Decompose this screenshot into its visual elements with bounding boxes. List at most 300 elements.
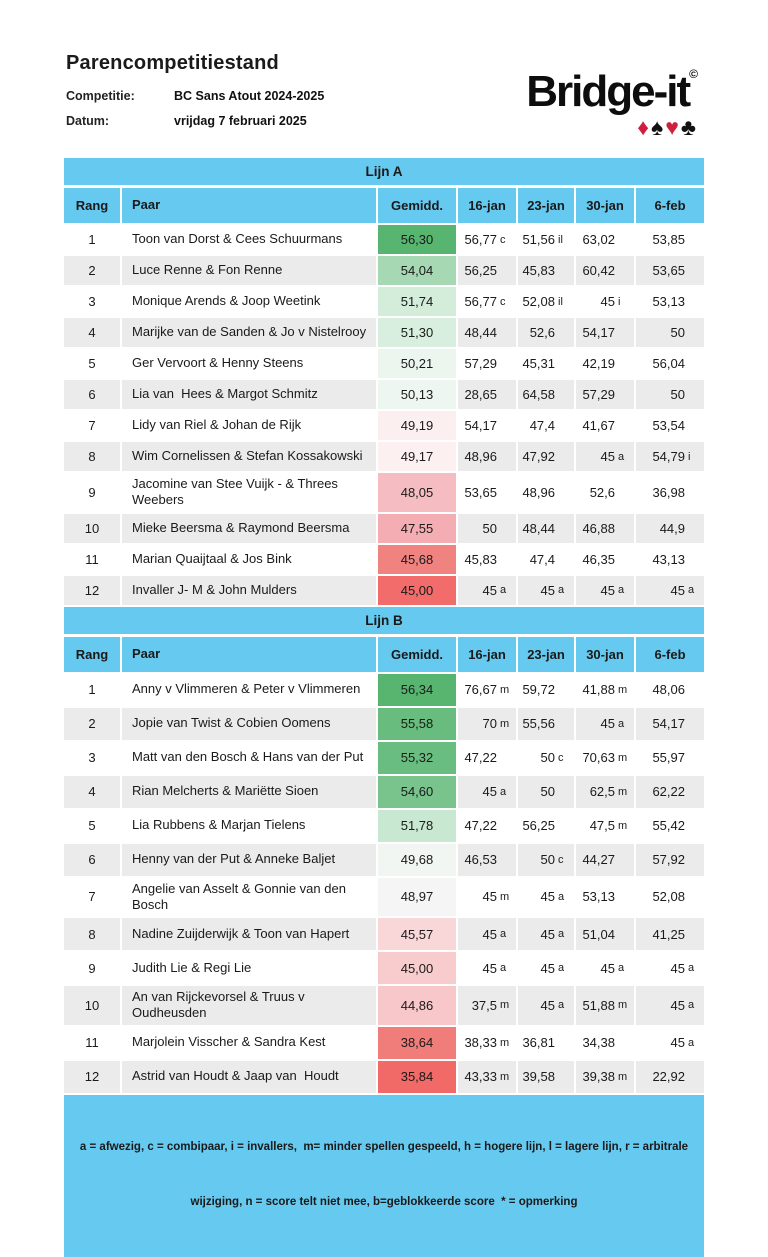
score-cell bbox=[518, 1061, 574, 1093]
score-value: 46,35 bbox=[582, 551, 615, 567]
score-value: 45 bbox=[670, 997, 685, 1013]
score-value: 48,96 bbox=[464, 449, 497, 464]
pair-cell: Marijke van de Sanden & Jo v Nistelrooy bbox=[122, 318, 376, 347]
pair-cell: Ger Vervoort & Henny Steens bbox=[122, 349, 376, 378]
score-value: 53,54 bbox=[652, 418, 685, 433]
score-cell bbox=[518, 844, 574, 876]
score-value: 45 bbox=[482, 889, 497, 905]
section-title: Lijn A bbox=[365, 164, 403, 179]
score-value: 36,98 bbox=[652, 484, 685, 500]
rank-cell: 11 bbox=[64, 1027, 120, 1059]
table-row bbox=[64, 318, 704, 347]
score-cell bbox=[458, 545, 516, 574]
score-cell bbox=[576, 1027, 634, 1059]
score-suffix: a bbox=[500, 962, 507, 974]
score-cell bbox=[576, 878, 634, 917]
page-title: Parencompetitiestand bbox=[66, 52, 279, 74]
score-suffix: a bbox=[558, 890, 565, 903]
score-value: 45 bbox=[482, 926, 497, 942]
column-header-30-jan: 30-jan bbox=[576, 637, 634, 672]
score-cell bbox=[636, 810, 704, 842]
average-cell: 38,64 bbox=[378, 1027, 456, 1059]
score-value: 57,92 bbox=[652, 852, 685, 867]
score-value: 52,6 bbox=[589, 484, 615, 500]
score-value: 46,53 bbox=[464, 852, 497, 867]
score-suffix: a bbox=[618, 962, 625, 974]
score-value: 45 bbox=[600, 294, 615, 309]
rank-cell: 12 bbox=[64, 576, 120, 605]
score-value: 53,65 bbox=[652, 263, 685, 278]
score-cell bbox=[576, 844, 634, 876]
score-value: 22,92 bbox=[652, 1069, 685, 1084]
score-cell bbox=[518, 878, 574, 917]
score-suffix: m bbox=[618, 999, 628, 1012]
table-row bbox=[64, 287, 704, 316]
rank-cell: 9 bbox=[64, 952, 120, 984]
score-cell bbox=[518, 318, 574, 347]
score-cell bbox=[636, 380, 704, 409]
score-value: 41,67 bbox=[582, 418, 615, 433]
score-value: 50 bbox=[670, 387, 685, 402]
table-row bbox=[64, 1061, 704, 1093]
pair-cell: Angelie van Asselt & Gonnie van den Bosch bbox=[122, 878, 376, 917]
score-cell bbox=[518, 514, 574, 543]
table-row bbox=[64, 674, 704, 706]
date-label: Datum: bbox=[66, 114, 110, 128]
score-value: 28,65 bbox=[464, 387, 497, 402]
score-suffix: a bbox=[558, 999, 565, 1012]
average-cell: 47,55 bbox=[378, 514, 456, 543]
score-value: 47,5 bbox=[589, 818, 615, 833]
score-value: 45 bbox=[600, 960, 615, 976]
score-cell bbox=[576, 380, 634, 409]
pair-cell: Jopie van Twist & Cobien Oomens bbox=[122, 708, 376, 740]
score-cell bbox=[518, 225, 574, 254]
score-value: 55,56 bbox=[522, 716, 555, 731]
rank-cell: 3 bbox=[64, 742, 120, 774]
legend-line-2: wijziging, n = score telt niet mee, b=geblokkeerde score * = opmerking bbox=[190, 1196, 578, 1209]
table-body bbox=[64, 225, 704, 605]
section-title: Lijn B bbox=[365, 612, 403, 628]
average-cell: 48,97 bbox=[378, 878, 456, 917]
score-value: 56,77 bbox=[464, 232, 497, 247]
score-value: 76,67 bbox=[464, 682, 497, 697]
score-suffix: m bbox=[500, 999, 510, 1012]
score-suffix: a bbox=[500, 584, 507, 596]
bridge-it-logo bbox=[526, 67, 698, 140]
score-cell bbox=[636, 514, 704, 543]
score-cell bbox=[518, 349, 574, 378]
score-cell bbox=[636, 225, 704, 254]
table-row bbox=[64, 742, 704, 774]
score-cell bbox=[576, 225, 634, 254]
score-value: 54,79 bbox=[652, 449, 685, 464]
score-value: 48,44 bbox=[464, 325, 497, 340]
score-suffix: m bbox=[500, 1070, 510, 1083]
score-cell bbox=[636, 742, 704, 774]
rank-cell: 5 bbox=[64, 349, 120, 378]
column-header-6-feb: 6-feb bbox=[636, 637, 704, 672]
average-cell: 35,84 bbox=[378, 1061, 456, 1093]
score-cell bbox=[458, 878, 516, 917]
rank-cell: 12 bbox=[64, 1061, 120, 1093]
pair-cell: Matt van den Bosch & Hans van der Put bbox=[122, 742, 376, 774]
average-cell: 45,57 bbox=[378, 918, 456, 950]
score-cell bbox=[636, 1061, 704, 1093]
score-cell bbox=[576, 986, 634, 1025]
score-value: 48,44 bbox=[522, 520, 555, 536]
rank-cell: 2 bbox=[64, 708, 120, 740]
pair-cell: Invaller J- M & John Mulders bbox=[122, 576, 376, 605]
score-cell bbox=[636, 545, 704, 574]
pair-cell: Monique Arends & Joop Weetink bbox=[122, 287, 376, 316]
score-suffix: il bbox=[558, 295, 563, 308]
average-cell: 55,32 bbox=[378, 742, 456, 774]
score-value: 45 bbox=[482, 960, 497, 976]
score-value: 48,96 bbox=[522, 484, 555, 500]
score-value: 57,29 bbox=[464, 356, 497, 371]
score-value: 52,08 bbox=[522, 294, 555, 309]
average-cell: 49,68 bbox=[378, 844, 456, 876]
rank-cell: 1 bbox=[64, 674, 120, 706]
score-cell bbox=[576, 918, 634, 950]
score-cell bbox=[636, 256, 704, 285]
rank-cell: 9 bbox=[64, 473, 120, 512]
rank-cell: 8 bbox=[64, 442, 120, 471]
score-value: 41,25 bbox=[652, 926, 685, 942]
score-cell bbox=[458, 674, 516, 706]
score-cell bbox=[458, 810, 516, 842]
score-suffix: a bbox=[500, 928, 507, 940]
score-cell bbox=[518, 986, 574, 1025]
heart-suit-icon: ♥ bbox=[665, 114, 681, 140]
column-header-paar: Paar bbox=[122, 188, 376, 223]
pair-cell: Luce Renne & Fon Renne bbox=[122, 256, 376, 285]
table-row bbox=[64, 986, 704, 1025]
rank-cell: 3 bbox=[64, 287, 120, 316]
section-title-bar bbox=[64, 158, 704, 185]
column-header-16-jan: 16-jan bbox=[458, 637, 516, 672]
score-suffix: a bbox=[688, 999, 695, 1012]
score-cell bbox=[518, 952, 574, 984]
score-suffix: m bbox=[500, 717, 510, 730]
score-value: 45 bbox=[670, 582, 685, 598]
pair-cell: Nadine Zuijderwijk & Toon van Hapert bbox=[122, 918, 376, 950]
score-suffix: a bbox=[500, 785, 507, 798]
score-value: 45,83 bbox=[464, 551, 497, 567]
line-section bbox=[64, 607, 704, 1093]
card-suits-row bbox=[526, 116, 698, 139]
rank-cell: 4 bbox=[64, 318, 120, 347]
table-row bbox=[64, 776, 704, 808]
average-cell: 49,19 bbox=[378, 411, 456, 440]
pair-cell: Marjolein Visscher & Sandra Kest bbox=[122, 1027, 376, 1059]
column-header-rang: Rang bbox=[64, 188, 120, 223]
score-value: 47,4 bbox=[529, 551, 555, 567]
score-suffix: a bbox=[558, 928, 565, 940]
sections-container bbox=[64, 158, 704, 1093]
score-cell bbox=[518, 256, 574, 285]
score-value: 45 bbox=[540, 960, 555, 976]
score-value: 38,33 bbox=[464, 1035, 497, 1050]
score-value: 44,9 bbox=[659, 520, 685, 536]
score-value: 34,38 bbox=[582, 1035, 615, 1050]
table-row bbox=[64, 380, 704, 409]
pair-cell: Toon van Dorst & Cees Schuurmans bbox=[122, 225, 376, 254]
score-suffix: m bbox=[618, 1070, 628, 1083]
score-value: 45 bbox=[482, 784, 497, 799]
score-value: 70,63 bbox=[582, 750, 615, 765]
score-value: 37,5 bbox=[471, 997, 497, 1013]
rank-cell: 1 bbox=[64, 225, 120, 254]
pair-cell: Marian Quaijtaal & Jos Bink bbox=[122, 545, 376, 574]
score-value: 52,6 bbox=[529, 325, 555, 340]
table-row bbox=[64, 918, 704, 950]
rank-cell: 5 bbox=[64, 810, 120, 842]
score-value: 45 bbox=[600, 449, 615, 464]
table-row bbox=[64, 473, 704, 512]
logo-wordmark: Bridge-it© bbox=[526, 67, 698, 116]
score-value: 56,25 bbox=[464, 263, 497, 278]
score-value: 47,4 bbox=[529, 418, 555, 433]
table-header-row bbox=[64, 188, 704, 223]
score-value: 43,33 bbox=[464, 1069, 497, 1084]
average-cell: 50,21 bbox=[378, 349, 456, 378]
score-cell bbox=[518, 742, 574, 774]
score-cell bbox=[576, 674, 634, 706]
score-value: 62,22 bbox=[652, 784, 685, 799]
score-cell bbox=[576, 514, 634, 543]
score-value: 57,29 bbox=[582, 387, 615, 402]
competition-value: BC Sans Atout 2024-2025 bbox=[174, 89, 325, 103]
table-row bbox=[64, 952, 704, 984]
pair-cell: Henny van der Put & Anneke Baljet bbox=[122, 844, 376, 876]
score-cell bbox=[458, 225, 516, 254]
score-value: 50 bbox=[540, 852, 555, 867]
column-header-gemidd-: Gemidd. bbox=[378, 637, 456, 672]
average-cell: 56,34 bbox=[378, 674, 456, 706]
average-cell: 44,86 bbox=[378, 986, 456, 1025]
date-value: vrijdag 7 februari 2025 bbox=[174, 114, 307, 128]
score-suffix: m bbox=[500, 683, 510, 696]
score-cell bbox=[636, 952, 704, 984]
average-cell: 51,74 bbox=[378, 287, 456, 316]
standings-document bbox=[64, 0, 704, 1257]
column-header-23-jan: 23-jan bbox=[518, 637, 574, 672]
score-cell bbox=[518, 411, 574, 440]
score-value: 45,83 bbox=[522, 263, 555, 278]
score-value: 45,31 bbox=[522, 356, 555, 371]
table-row bbox=[64, 878, 704, 917]
score-value: 42,19 bbox=[582, 356, 615, 371]
table-row bbox=[64, 514, 704, 543]
table-row bbox=[64, 349, 704, 378]
score-value: 54,17 bbox=[582, 325, 615, 340]
pair-cell: Lidy van Riel & Johan de Rijk bbox=[122, 411, 376, 440]
pair-cell: An van Rijckevorsel & Truus v Oudheusden bbox=[122, 986, 376, 1025]
table-row bbox=[64, 1027, 704, 1059]
score-suffix: c bbox=[500, 295, 506, 308]
document-header bbox=[64, 52, 704, 152]
score-value: 50 bbox=[540, 784, 555, 799]
score-cell bbox=[518, 674, 574, 706]
score-value: 47,22 bbox=[464, 818, 497, 833]
average-cell: 50,13 bbox=[378, 380, 456, 409]
score-cell bbox=[518, 442, 574, 471]
score-cell bbox=[576, 576, 634, 605]
score-cell bbox=[576, 411, 634, 440]
pair-cell: Jacomine van Stee Vuijk - & Threes Weebers bbox=[122, 473, 376, 512]
score-cell bbox=[458, 411, 516, 440]
pair-cell: Lia Rubbens & Marjan Tielens bbox=[122, 810, 376, 842]
score-value: 56,04 bbox=[652, 356, 685, 371]
score-suffix: a bbox=[688, 1036, 695, 1049]
score-suffix: m bbox=[618, 819, 628, 832]
pair-cell: Judith Lie & Regi Lie bbox=[122, 952, 376, 984]
legend-bar bbox=[64, 1095, 704, 1257]
table-row bbox=[64, 844, 704, 876]
score-cell bbox=[518, 918, 574, 950]
score-cell bbox=[576, 473, 634, 512]
score-value: 45 bbox=[540, 926, 555, 942]
table-row bbox=[64, 810, 704, 842]
score-value: 62,5 bbox=[589, 784, 615, 799]
score-suffix: a bbox=[558, 584, 565, 596]
score-value: 53,85 bbox=[652, 232, 685, 247]
rank-cell: 10 bbox=[64, 986, 120, 1025]
score-suffix: a bbox=[618, 450, 625, 463]
average-cell: 51,30 bbox=[378, 318, 456, 347]
table-header-row bbox=[64, 637, 704, 672]
score-value: 56,77 bbox=[464, 294, 497, 309]
score-cell bbox=[518, 708, 574, 740]
score-cell bbox=[636, 411, 704, 440]
score-cell bbox=[576, 256, 634, 285]
table-body bbox=[64, 674, 704, 1093]
score-cell bbox=[636, 674, 704, 706]
score-suffix: m bbox=[500, 1036, 510, 1049]
score-value: 45 bbox=[670, 1035, 685, 1050]
score-cell bbox=[518, 1027, 574, 1059]
score-value: 45 bbox=[600, 582, 615, 598]
score-cell bbox=[518, 287, 574, 316]
score-value: 45 bbox=[482, 582, 497, 598]
table-row bbox=[64, 411, 704, 440]
table-row bbox=[64, 256, 704, 285]
score-cell bbox=[576, 708, 634, 740]
average-cell: 51,78 bbox=[378, 810, 456, 842]
rank-cell: 10 bbox=[64, 514, 120, 543]
score-value: 45 bbox=[670, 960, 685, 976]
pair-cell: Rian Melcherts & Mariëtte Sioen bbox=[122, 776, 376, 808]
score-value: 51,88 bbox=[582, 997, 615, 1013]
score-cell bbox=[576, 545, 634, 574]
score-suffix: i bbox=[688, 450, 691, 463]
table-row bbox=[64, 576, 704, 605]
score-cell bbox=[636, 318, 704, 347]
score-suffix: c bbox=[500, 233, 506, 246]
score-value: 53,13 bbox=[652, 294, 685, 309]
score-suffix: a bbox=[688, 962, 695, 974]
table-row bbox=[64, 225, 704, 254]
column-header-30-jan: 30-jan bbox=[576, 188, 634, 223]
average-cell: 45,00 bbox=[378, 576, 456, 605]
score-cell bbox=[576, 810, 634, 842]
diamond-suit-icon: ♦ bbox=[637, 114, 652, 140]
score-cell bbox=[576, 776, 634, 808]
pair-cell: Anny v Vlimmeren & Peter v Vlimmeren bbox=[122, 674, 376, 706]
score-value: 50 bbox=[540, 750, 555, 765]
rank-cell: 6 bbox=[64, 844, 120, 876]
score-cell bbox=[518, 776, 574, 808]
score-value: 59,72 bbox=[522, 682, 555, 697]
score-suffix: c bbox=[558, 751, 564, 764]
score-suffix: a bbox=[618, 584, 625, 596]
score-cell bbox=[518, 380, 574, 409]
score-cell bbox=[458, 844, 516, 876]
club-suit-icon: ♣ bbox=[680, 114, 698, 140]
score-value: 48,06 bbox=[652, 682, 685, 697]
rank-cell: 2 bbox=[64, 256, 120, 285]
score-value: 45 bbox=[540, 582, 555, 598]
score-cell bbox=[636, 349, 704, 378]
score-cell bbox=[458, 776, 516, 808]
rank-cell: 11 bbox=[64, 545, 120, 574]
score-value: 55,42 bbox=[652, 818, 685, 833]
table-row bbox=[64, 442, 704, 471]
rank-cell: 7 bbox=[64, 878, 120, 917]
pair-cell: Mieke Beersma & Raymond Beersma bbox=[122, 514, 376, 543]
score-cell bbox=[636, 918, 704, 950]
score-suffix: m bbox=[618, 683, 628, 696]
score-suffix: i bbox=[618, 295, 621, 308]
score-suffix: m bbox=[618, 751, 628, 764]
score-value: 64,58 bbox=[522, 387, 555, 402]
score-value: 41,88 bbox=[582, 682, 615, 697]
score-cell bbox=[576, 442, 634, 471]
average-cell: 55,58 bbox=[378, 708, 456, 740]
score-suffix: a bbox=[558, 962, 565, 974]
score-value: 51,04 bbox=[582, 926, 615, 942]
competition-label: Competitie: bbox=[66, 89, 135, 103]
score-value: 54,17 bbox=[652, 716, 685, 731]
score-value: 51,56 bbox=[522, 232, 555, 247]
average-cell: 54,04 bbox=[378, 256, 456, 285]
score-cell bbox=[518, 810, 574, 842]
score-value: 47,92 bbox=[522, 449, 555, 464]
score-cell bbox=[636, 442, 704, 471]
average-cell: 54,60 bbox=[378, 776, 456, 808]
score-cell bbox=[458, 473, 516, 512]
pair-cell: Wim Cornelissen & Stefan Kossakowski bbox=[122, 442, 376, 471]
score-value: 45 bbox=[540, 889, 555, 905]
line-section bbox=[64, 158, 704, 605]
score-cell bbox=[458, 442, 516, 471]
score-cell bbox=[458, 918, 516, 950]
score-value: 45 bbox=[540, 997, 555, 1013]
score-cell bbox=[576, 742, 634, 774]
score-cell bbox=[636, 986, 704, 1025]
score-cell bbox=[636, 776, 704, 808]
column-header-16-jan: 16-jan bbox=[458, 188, 516, 223]
copyright-mark: © bbox=[689, 67, 698, 81]
score-cell bbox=[458, 287, 516, 316]
score-cell bbox=[458, 986, 516, 1025]
score-cell bbox=[576, 287, 634, 316]
score-suffix: c bbox=[558, 853, 564, 866]
rank-cell: 6 bbox=[64, 380, 120, 409]
score-cell bbox=[458, 576, 516, 605]
